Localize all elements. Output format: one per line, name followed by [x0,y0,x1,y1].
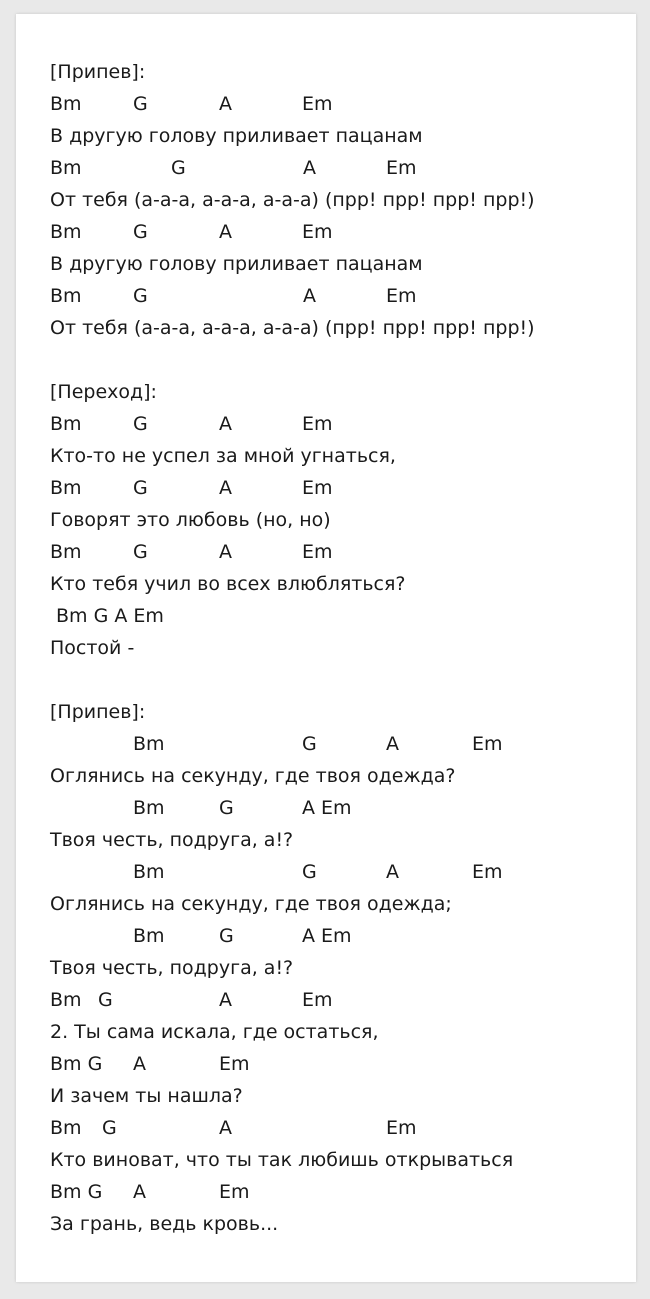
chord: G [98,989,113,1011]
chord: A [219,221,232,243]
chord: G [133,285,148,307]
chord: Bm G [50,1053,103,1075]
chord: Em [386,157,417,179]
chord: A [303,285,316,307]
chord: A [219,541,232,563]
chord: Em [302,93,333,115]
section-header-bridge: [Переход]: [50,381,157,403]
chord: Bm [133,861,165,883]
chord: A [219,413,232,435]
chord: G [219,925,234,947]
chord: G [133,93,148,115]
chord: A [303,157,316,179]
chord: A [219,989,232,1011]
chord: Em [386,285,417,307]
chord: A [219,93,232,115]
chord: G [133,477,148,499]
section-header-chorus: [Припев]: [50,61,146,83]
chord: A [133,1181,146,1203]
lyric-line: Оглянись на секунду, где твоя одежда? [50,765,456,787]
chord: Bm [50,285,82,307]
chord: Em [302,413,333,435]
chord: Em [302,989,333,1011]
lyric-line: Кто виноват, что ты так любишь открываться [50,1149,514,1171]
chord: Bm [50,221,82,243]
lyric-line: От тебя (а-а-а, а-а-а, а-а-а) (прр! прр! прр! прр!) [50,317,535,339]
chord: Em [302,541,333,563]
chord: A [386,861,399,883]
chord: Bm [50,413,82,435]
lyric-line: В другую голову приливает пацанам [50,253,423,275]
chord-line: Bm G A Em [56,605,164,627]
chord: Bm G [50,1181,103,1203]
chord: Bm [50,93,82,115]
section-header-chorus: [Припев]: [50,701,146,723]
chord: A [133,1053,146,1075]
chord: Em [302,477,333,499]
chord: G [133,413,148,435]
chord: Em [386,1117,417,1139]
lyric-line: Говорят это любовь (но, но) [50,509,331,531]
chord: G [302,733,317,755]
lyric-line: Постой - [50,637,135,659]
chord: Bm [133,925,165,947]
lyric-line: В другую голову приливает пацанам [50,125,423,147]
chord: A [386,733,399,755]
chord: G [219,797,234,819]
chord: G [133,541,148,563]
chord: Bm [50,477,82,499]
chord: G [102,1117,117,1139]
chord: Em [219,1181,250,1203]
chord: Em [472,861,503,883]
lyric-line: Твоя честь, подруга, а!? [50,957,294,979]
lyrics-sheet [16,14,636,1282]
lyric-line: И зачем ты нашла? [50,1085,243,1107]
chord: G [171,157,186,179]
chord: G [302,861,317,883]
lyric-line: Оглянись на секунду, где твоя одежда; [50,893,452,915]
chord: Bm [50,1117,82,1139]
chord: Em [472,733,503,755]
lyric-line: Твоя честь, подруга, а!? [50,829,294,851]
chord: G [133,221,148,243]
chord: Bm [133,733,165,755]
chord: Bm [50,157,82,179]
chord: Em [302,221,333,243]
chord: Bm [50,989,82,1011]
lyric-line: Кто-то не успел за мной угнаться, [50,445,396,467]
lyric-line: 2. Ты сама искала, где остаться, [50,1021,379,1043]
chord: A Em [302,925,352,947]
chord: A [219,1117,232,1139]
lyric-line: Кто тебя учил во всех влюбляться? [50,573,406,595]
chord: A Em [302,797,352,819]
lyric-line: От тебя (а-а-а, а-а-а, а-а-а) (прр! прр! прр! прр!) [50,189,535,211]
lyric-line: За грань, ведь кровь... [50,1213,279,1235]
chord: Bm [133,797,165,819]
chord: A [219,477,232,499]
chord: Em [219,1053,250,1075]
chord: Bm [50,541,82,563]
